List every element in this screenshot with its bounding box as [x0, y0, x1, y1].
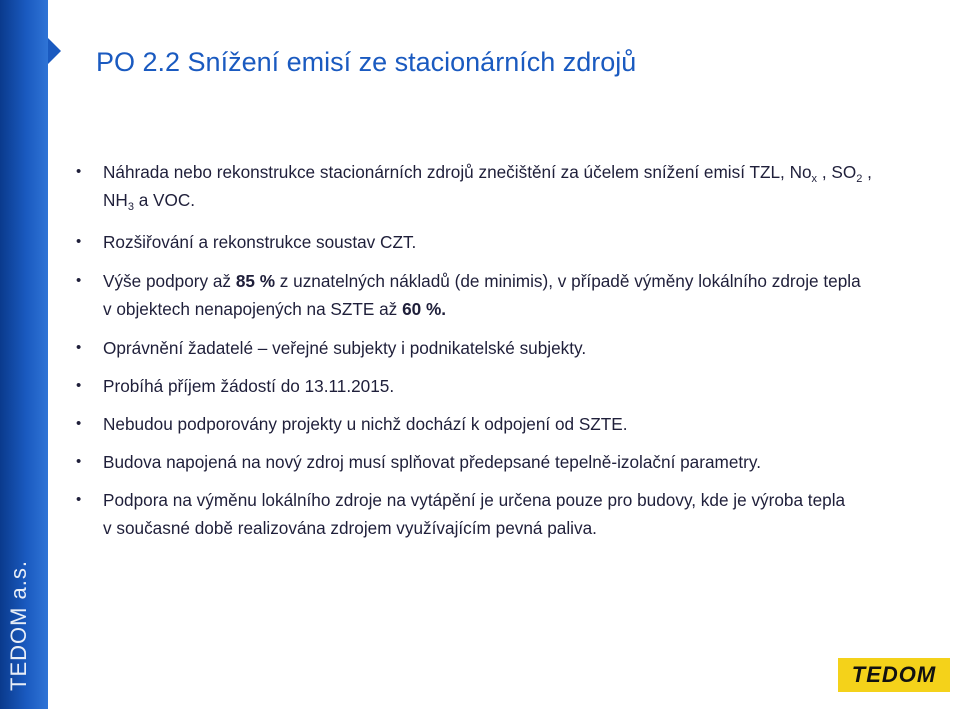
bullet-item [76, 158, 960, 214]
bullet-list [76, 158, 960, 542]
tedom-logo [838, 658, 950, 692]
bullet-item: • Probíhá příjem žádostí do 13.11.2015. [76, 372, 960, 400]
bullet-item: • Oprávnění žadatelé – veřejné subjekty i podnikatelské subjekty. [76, 334, 960, 362]
sidebar-band [0, 0, 48, 709]
bullet-line: $NH_3$ a VOC. [103, 190, 196, 213]
bullet-line: v současné době realizována zdrojem využívajícím pevná paliva. [103, 518, 597, 538]
sidebar-company-text: TEDOM a.s. [6, 559, 31, 691]
bullet-item: • Nebudou podporovány projekty u nichž dochází k odpojení od SZTE. [76, 410, 960, 438]
bullet-line: • Podpora na výměnu lokálního zdroje na vytápění je určena pouze pro budovy, kde je výroba tepla [103, 490, 846, 510]
bullet-item [76, 267, 960, 323]
bullet-line: • Náhrada nebo rekonstrukce stacionárních zdrojů znečištění za účelem snížení emisí TZL, $No_x$ , $SO_2$ , [103, 162, 872, 185]
bullet-item [76, 486, 960, 542]
arrow-icon [48, 38, 61, 64]
logo-text: TEDOM [851, 662, 937, 687]
bullet-line: • Výše podpory až 85 % z uznatelných nákladů (de minimis), v případě výměny lokálního zdroje tepla [103, 271, 861, 291]
bullet-item: • Budova napojená na nový zdroj musí splňovat předepsané tepelně-izolační parametry. [76, 448, 960, 476]
bullet-item: • Rozšiřování a rekonstrukce soustav CZT. [76, 228, 960, 256]
bullet-line: v objektech nenapojených na SZTE až 60 %. [103, 299, 447, 319]
slide-title: PO 2.2 Snížení emisí ze stacionárních zdrojů [96, 47, 637, 77]
sidebar-company [6, 531, 42, 691]
